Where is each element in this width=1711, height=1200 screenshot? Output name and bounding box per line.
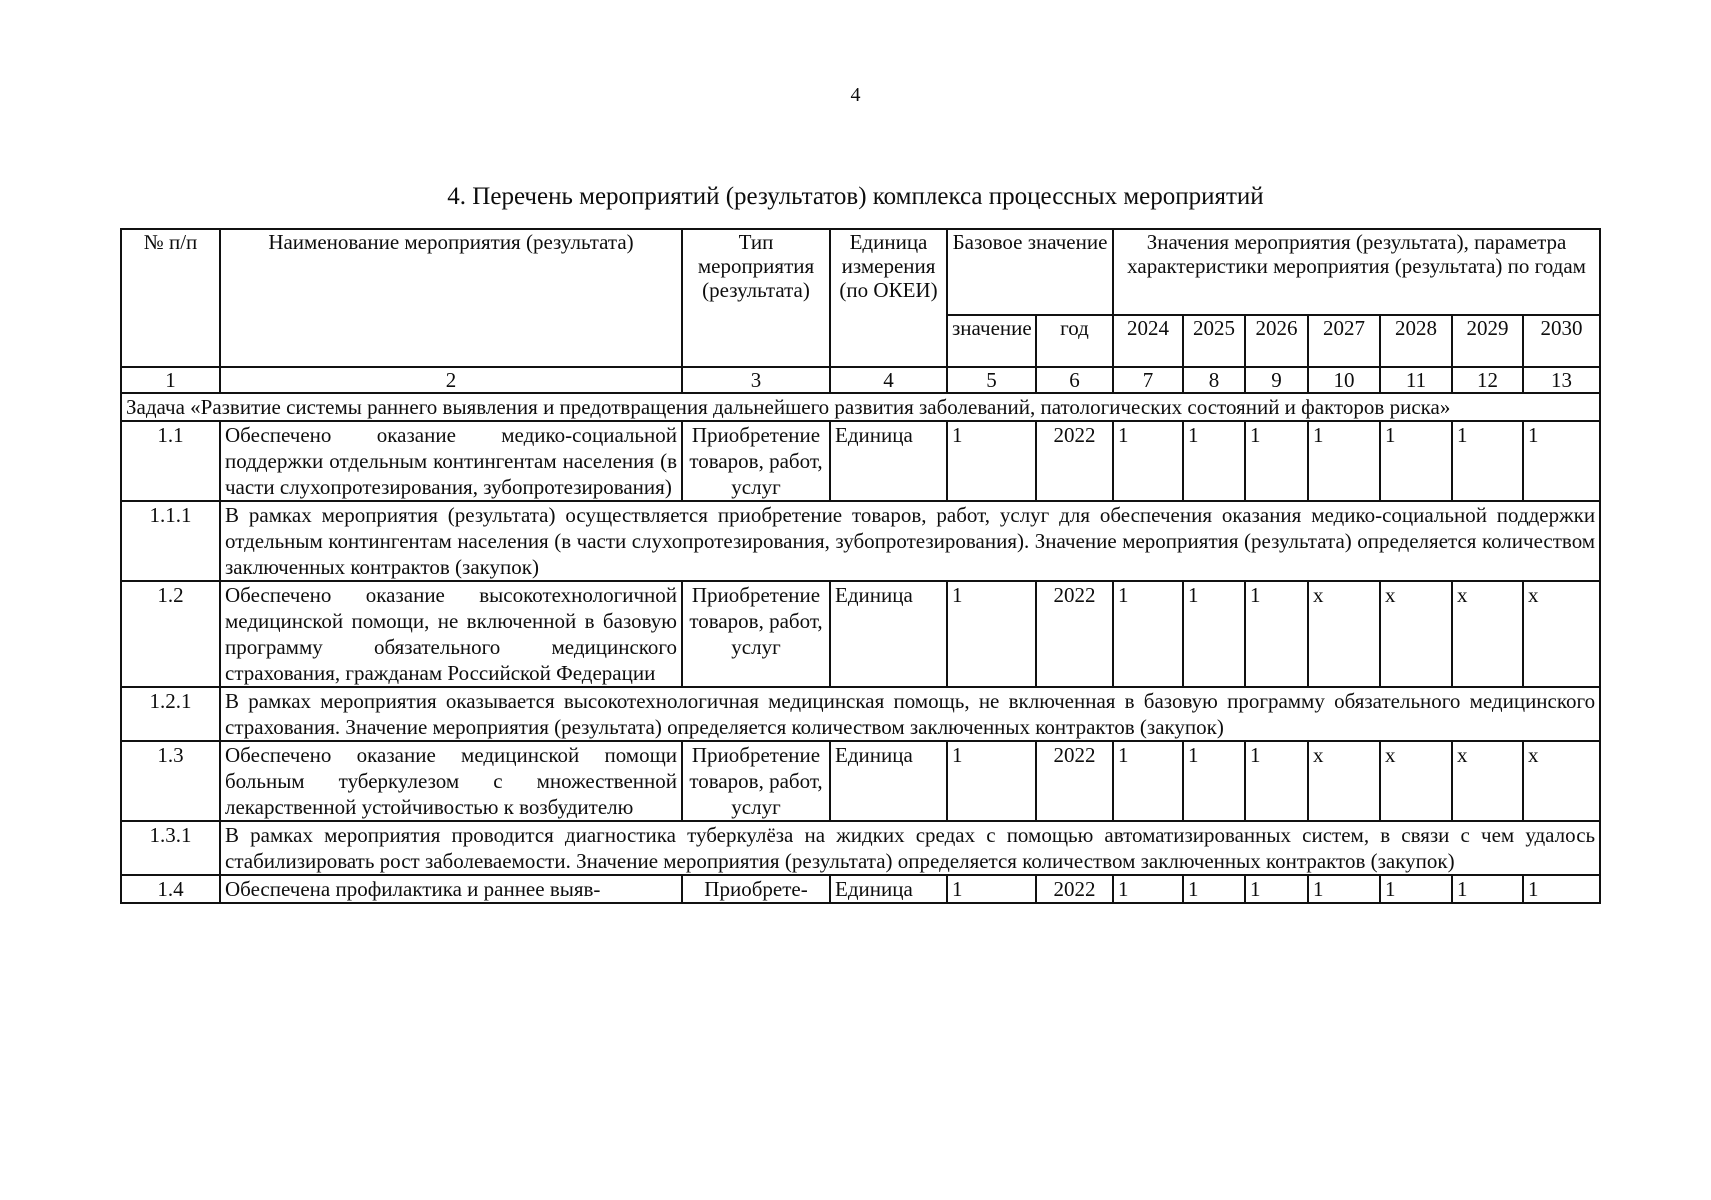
table-row [121, 687, 1600, 741]
row-base-year: 2022 [1036, 875, 1113, 903]
row-number: 1.2.1 [121, 687, 220, 741]
row-value: x [1452, 581, 1523, 687]
row-value: 1 [1183, 581, 1245, 687]
table-row [121, 821, 1600, 875]
row-name: Обеспечено оказание медико-социальной поддержки отдельным контингентам населения (в части слухопротезирования, зубопротезирования) [220, 421, 682, 501]
row-type: Приобретение товаров, работ, услуг [682, 581, 830, 687]
row-value: 1 [1308, 421, 1380, 501]
column-number: 2 [220, 367, 682, 393]
column-number: 8 [1183, 367, 1245, 393]
header-name: Наименование мероприятия (результата) [220, 229, 682, 367]
measures-table [120, 228, 1601, 904]
header-values-by-year: Значения мероприятия (результата), параметра характеристики мероприятия (результата) по годам [1113, 229, 1600, 315]
row-note: В рамках мероприятия проводится диагностика туберкулёза на жидких средах с помощью автоматизированных систем, в связи с чем удалось стабилизировать рост заболеваемости. Значение мероприятия (результата) определяется количеством заключенных контрактов (закупок) [220, 821, 1600, 875]
row-value: 1 [1245, 875, 1308, 903]
row-number: 1.3.1 [121, 821, 220, 875]
header-year: 2026 [1245, 315, 1308, 367]
table-row [121, 501, 1600, 581]
row-value: x [1308, 741, 1380, 821]
column-number: 5 [947, 367, 1036, 393]
row-name: Обеспечено оказание медицинской помощи больным туберкулезом с множественной лекарственной устойчивостью к возбудителю [220, 741, 682, 821]
row-value: 1 [1113, 421, 1183, 501]
row-value: 1 [1183, 421, 1245, 501]
row-base-year: 2022 [1036, 741, 1113, 821]
header-year: 2025 [1183, 315, 1245, 367]
row-value: 1 [1245, 581, 1308, 687]
column-number: 4 [830, 367, 947, 393]
row-base-value: 1 [947, 581, 1036, 687]
row-number: 1.4 [121, 875, 220, 903]
table-row [121, 421, 1600, 501]
row-note: В рамках мероприятия (результата) осуществляется приобретение товаров, работ, услуг для обеспечения оказания медико-социальной поддержки отдельным контингентам населения (в части слухопротезирования, зубопротезирования). Значение мероприятия (результата) определяется количеством заключенных контрактов (закупок) [220, 501, 1600, 581]
row-name: Обеспечено оказание высокотехнологичной медицинской помощи, не включенной в базовую программу обязательного медицинского страхования, гражданам Российской Федерации [220, 581, 682, 687]
row-value: 1 [1113, 581, 1183, 687]
row-value: 1 [1245, 421, 1308, 501]
row-value: 1 [1113, 875, 1183, 903]
row-type: Приобретение товаров, работ, услуг [682, 421, 830, 501]
row-unit: Единица [830, 421, 947, 501]
column-number: 11 [1380, 367, 1452, 393]
table-row [121, 741, 1600, 821]
page-number: 4 [850, 84, 861, 106]
row-base-year: 2022 [1036, 421, 1113, 501]
row-value: x [1523, 741, 1600, 821]
row-note: В рамках мероприятия оказывается высокотехнологичная медицинская помощь, не включенная в базовую программу обязательного медицинского страхования. Значение мероприятия (результата) определяется количеством заключенных контрактов (закупок) [220, 687, 1600, 741]
row-unit: Единица [830, 581, 947, 687]
row-base-value: 1 [947, 875, 1036, 903]
row-value: x [1380, 741, 1452, 821]
header-type: Тип мероприятия (результата) [682, 229, 830, 367]
column-number: 3 [682, 367, 830, 393]
row-value: 1 [1380, 421, 1452, 501]
table-row [121, 581, 1600, 687]
row-value: 1 [1523, 875, 1600, 903]
table-row [121, 875, 1600, 903]
row-value: 1 [1452, 875, 1523, 903]
header-year: 2024 [1113, 315, 1183, 367]
row-value: x [1380, 581, 1452, 687]
row-number: 1.1 [121, 421, 220, 501]
header-year: 2030 [1523, 315, 1600, 367]
header-year: 2027 [1308, 315, 1380, 367]
row-base-year: 2022 [1036, 581, 1113, 687]
row-value: 1 [1523, 421, 1600, 501]
column-number: 12 [1452, 367, 1523, 393]
header-num: № п/п [121, 229, 220, 367]
row-value: 1 [1308, 875, 1380, 903]
row-type: Приобрете- [682, 875, 830, 903]
row-number: 1.3 [121, 741, 220, 821]
row-unit: Единица [830, 741, 947, 821]
row-value: x [1308, 581, 1380, 687]
header-base: Базовое значение [947, 229, 1113, 315]
row-number: 1.1.1 [121, 501, 220, 581]
row-value: 1 [1245, 741, 1308, 821]
column-number: 13 [1523, 367, 1600, 393]
header-base-value: значение [947, 315, 1036, 367]
header-base-year: год [1036, 315, 1113, 367]
header-year: 2029 [1452, 315, 1523, 367]
column-number: 1 [121, 367, 220, 393]
row-number: 1.2 [121, 581, 220, 687]
row-base-value: 1 [947, 741, 1036, 821]
column-number: 6 [1036, 367, 1113, 393]
row-value: x [1452, 741, 1523, 821]
row-type: Приобретение товаров, работ, услуг [682, 741, 830, 821]
header-year: 2028 [1380, 315, 1452, 367]
row-value: 1 [1183, 875, 1245, 903]
row-value: 1 [1183, 741, 1245, 821]
document-title: 4. Перечень мероприятий (результатов) комплекса процессных мероприятий [447, 183, 1264, 210]
row-value: 1 [1113, 741, 1183, 821]
row-value: 1 [1452, 421, 1523, 501]
row-name: Обеспечена профилактика и раннее выяв- [220, 875, 682, 903]
row-unit: Единица [830, 875, 947, 903]
column-number: 7 [1113, 367, 1183, 393]
row-value: x [1523, 581, 1600, 687]
task-row: Задача «Развитие системы раннего выявления и предотвращения дальнейшего развития заболеваний, патологических состояний и факторов риска» [121, 393, 1600, 421]
column-number: 9 [1245, 367, 1308, 393]
row-base-value: 1 [947, 421, 1036, 501]
column-number: 10 [1308, 367, 1380, 393]
header-unit: Единица измерения (по ОКЕИ) [830, 229, 947, 367]
row-value: 1 [1380, 875, 1452, 903]
